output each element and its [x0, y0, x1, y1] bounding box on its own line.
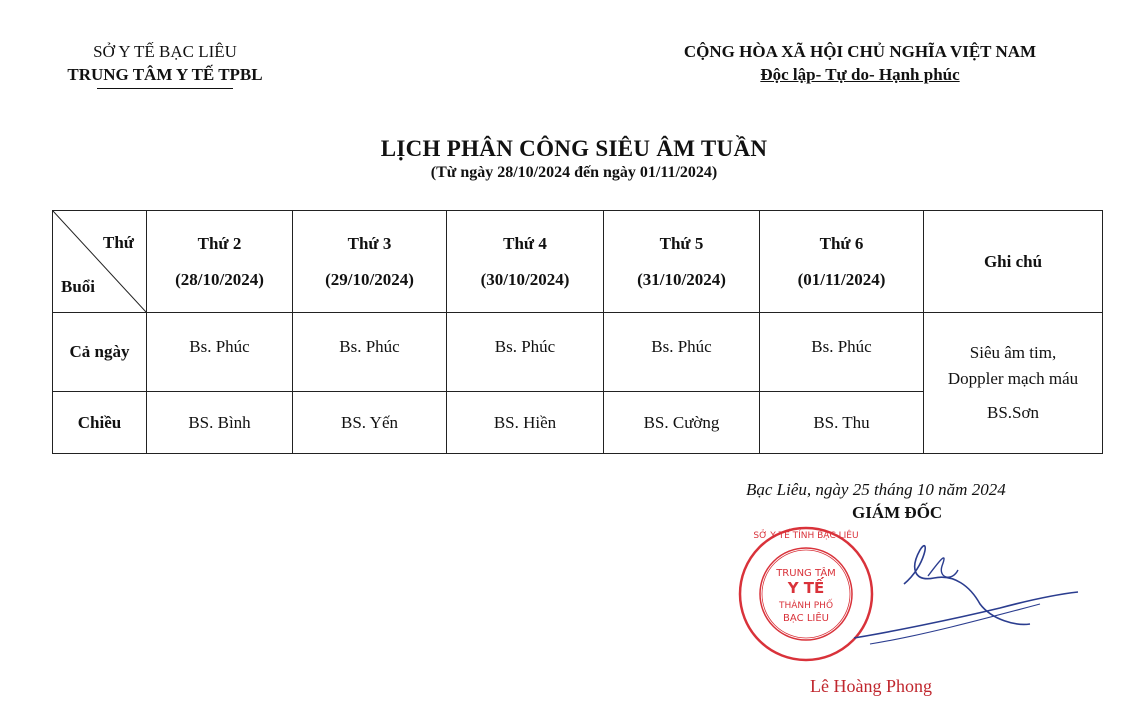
doctor-cell: BS. Yến — [293, 392, 447, 454]
table-row — [53, 313, 1103, 392]
stamp-line: TRUNG TÂM — [776, 568, 836, 579]
note-line: BS.Sơn — [987, 403, 1039, 422]
document-title: LỊCH PHÂN CÔNG SIÊU ÂM TUẦN — [380, 136, 768, 161]
doctor-cell: Bs. Phúc — [147, 313, 293, 392]
day-header — [604, 211, 760, 313]
doctor-cell: Bs. Phúc — [604, 313, 760, 392]
doctor-cell: BS. Thu — [760, 392, 924, 454]
signature-block — [720, 480, 1080, 716]
note-line: Doppler mạch máu — [947, 369, 1079, 388]
handwritten-signature-icon — [830, 520, 1080, 660]
date-range: (Từ ngày 28/10/2024 đến ngày 01/11/2024) — [430, 164, 718, 181]
corner-cell — [53, 211, 147, 313]
stamp-ring-text: SỞ Y TẾ TỈNH BẠC LIÊU — [753, 531, 859, 541]
day-name: Thứ 5 — [659, 233, 704, 253]
doctor-cell: Bs. Phúc — [293, 313, 447, 392]
day-date: (30/10/2024) — [480, 269, 570, 289]
day-date: (31/10/2024) — [637, 269, 726, 289]
note-line: Siêu âm tim, — [969, 343, 1057, 362]
header-rule — [97, 88, 233, 89]
national-motto: Độc lập- Tự do- Hạnh phúc — [760, 65, 960, 84]
day-date: (29/10/2024) — [325, 269, 414, 289]
department-name: SỞ Y TẾ BẠC LIÊU — [93, 42, 237, 61]
center-name: TRUNG TÂM Y TẾ TPBL — [67, 65, 263, 84]
corner-session-label: Buổi — [61, 277, 96, 296]
stamp-line: BẠC LIÊU — [782, 613, 830, 624]
doctor-cell: BS. Hiền — [447, 392, 604, 454]
day-name: Thứ 2 — [197, 233, 242, 253]
corner-day-label: Thứ — [103, 233, 134, 252]
sign-date: Bạc Liêu, ngày 25 tháng 10 năm 2024 — [746, 480, 1006, 499]
stamp-line: Y TẾ — [787, 579, 825, 597]
day-name: Thứ 4 — [503, 233, 547, 253]
table-header-row — [53, 211, 1103, 313]
notes-header: Ghi chú — [924, 211, 1103, 313]
day-date: (01/11/2024) — [797, 269, 886, 289]
day-name: Thứ 3 — [347, 233, 392, 253]
doctor-cell: Bs. Phúc — [447, 313, 604, 392]
day-header — [147, 211, 293, 313]
day-date: (28/10/2024) — [175, 269, 264, 289]
doctor-cell: Bs. Phúc — [760, 313, 924, 392]
notes-cell — [924, 313, 1103, 454]
document-title-block — [0, 136, 1148, 182]
signer-title: GIÁM ĐỐC — [852, 503, 943, 522]
session-label: Chiều — [53, 392, 147, 454]
day-header — [760, 211, 924, 313]
doctor-cell: BS. Bình — [147, 392, 293, 454]
schedule-table — [52, 210, 1103, 454]
stamp-line: THÀNH PHỐ — [778, 601, 834, 611]
signer-name: Lê Hoàng Phong — [810, 676, 932, 696]
day-header — [447, 211, 604, 313]
issuing-agency — [40, 40, 290, 89]
doctor-cell: BS. Cường — [604, 392, 760, 454]
day-header — [293, 211, 447, 313]
republic-name: CỘNG HÒA XÃ HỘI CHỦ NGHĨA VIỆT NAM — [683, 42, 1037, 61]
session-label: Cả ngày — [53, 313, 147, 392]
national-header — [620, 40, 1100, 86]
day-name: Thứ 6 — [819, 233, 864, 253]
